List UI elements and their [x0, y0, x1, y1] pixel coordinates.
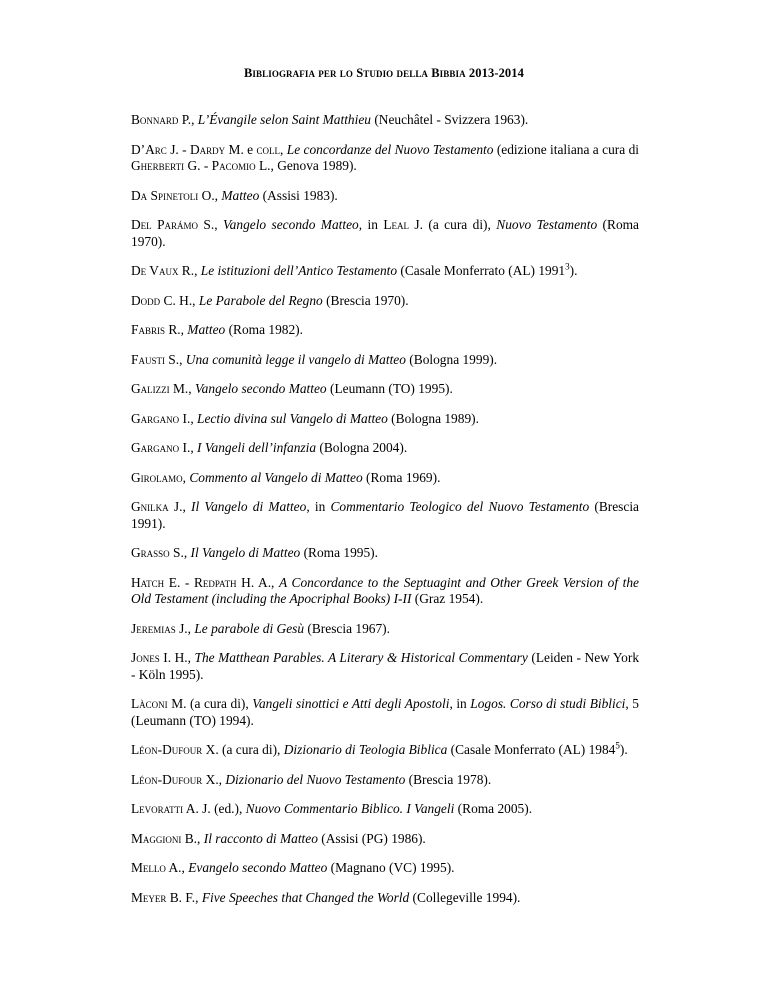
bibliography-entry	[131, 831, 639, 848]
bibliography-entry	[131, 381, 639, 398]
citation-text: (Brescia 1967).	[304, 620, 390, 636]
citation-text: (Bologna 1999).	[405, 351, 498, 367]
citation-text: A.,	[165, 860, 189, 875]
citation-text: I. H.,	[159, 650, 195, 665]
citation-text: (Leiden - New York - Köln 1995).	[131, 650, 640, 682]
work-title: Il Vangelo di Matteo	[191, 499, 307, 514]
work-title: Le Parabole del Regno	[198, 292, 323, 308]
work-title: Le parabole di Gesù	[194, 620, 305, 636]
bibliography-entry	[131, 293, 639, 310]
work-title: Matteo	[221, 187, 260, 203]
citation-text: (Bologna 2004).	[316, 440, 408, 455]
bibliography-entry	[131, 112, 639, 129]
citation-text: (Bologna 1989).	[387, 410, 479, 426]
work-title: Il racconto di Matteo	[203, 830, 318, 846]
bibliography-entry	[131, 322, 639, 339]
work-title: Vangelo secondo Matteo	[194, 381, 327, 396]
bibliography-entry	[131, 188, 639, 205]
author-name: Levoratti	[131, 801, 184, 816]
citation-text: J. -	[166, 141, 190, 157]
author-name: Léon-Dufour	[131, 742, 203, 757]
author-name: Grasso	[131, 545, 170, 560]
citation-text: B. F.,	[166, 889, 202, 905]
work-title: Il Vangelo di Matteo	[190, 545, 301, 560]
citation-text: S.,	[169, 545, 191, 560]
citation-text: , in	[449, 696, 471, 711]
citation-text: (Collegeville 1994).	[409, 889, 521, 905]
author-name: Jones	[131, 650, 160, 665]
citation-text: (Assisi (PG) 1986).	[317, 830, 426, 846]
author-name: Girolamo	[131, 469, 183, 485]
citation-text: (Assisi 1983).	[259, 187, 338, 203]
bibliography-entry	[131, 742, 639, 759]
work-title: Lectio divina sul Vangelo di Matteo	[197, 410, 388, 426]
work-title: The Matthean Parables. A Literary & Historical Commentary	[194, 650, 528, 665]
author-name: Hatch	[131, 574, 165, 590]
work-title: A Concordance to the Septuagint and Other Greek Version of the Old Testament (including the Apocriphal Books) I-II	[131, 574, 640, 606]
author-name: Del Parámo	[131, 217, 199, 232]
citation-text: P.,	[178, 112, 198, 127]
edition-superscript: 5	[615, 740, 620, 751]
bibliography-entry	[131, 621, 639, 638]
citation-text: (Brescia 1978).	[405, 771, 492, 787]
citation-text: ).	[619, 742, 628, 757]
citation-text: (Leumann (TO) 1995).	[326, 381, 453, 396]
bibliography-entry	[131, 470, 639, 487]
citation-text: A. J. (ed.),	[183, 801, 246, 816]
citation-text: J.,	[168, 499, 192, 514]
author-name: Dodd	[131, 292, 161, 308]
author-name: Mello	[131, 860, 166, 875]
bibliography-entry	[131, 545, 639, 562]
citation-text: I.,	[179, 410, 198, 426]
bibliography-entry	[131, 860, 639, 877]
citation-text: R.,	[178, 263, 201, 278]
citation-text: (Roma 1982).	[225, 322, 303, 337]
citation-text: M.,	[169, 381, 195, 396]
work-title: Una comunità legge il vangelo di Matteo	[185, 351, 406, 367]
citation-text: O.,	[198, 187, 222, 203]
author-name: Dardy	[189, 141, 226, 157]
citation-text: (Casale Monferrato (AL) 1991	[397, 263, 566, 278]
work-title: Dizionario di Teologia Biblica	[283, 742, 448, 757]
citation-text: J. (a cura di),	[409, 217, 497, 232]
bibliography-entry	[131, 411, 639, 428]
citation-text: E. -	[164, 574, 194, 590]
document-title: Bibliografia per lo Studio della Bibbia 2013-2014	[244, 66, 524, 80]
bibliography-entry	[131, 575, 639, 608]
citation-text: S.,	[198, 217, 223, 232]
citation-text: (Brescia 1991).	[131, 499, 639, 531]
citation-text: M. (a cura di),	[167, 696, 253, 711]
bibliography-entry	[131, 696, 639, 729]
author-name: Maggioni	[131, 830, 182, 846]
author-name: Gargano	[131, 410, 180, 426]
work-title: Commento al Vangelo di Matteo	[189, 469, 363, 485]
citation-text: L., Genova 1989).	[255, 158, 357, 173]
citation-text: X.,	[202, 771, 226, 787]
citation-text: , in	[358, 217, 384, 232]
citation-text: C. H.,	[160, 292, 199, 308]
work-title: Five Speeches that Changed the World	[201, 889, 410, 905]
citation-text: , in	[306, 499, 331, 514]
work-title: Vangeli sinottici e Atti degli Apostoli	[252, 696, 450, 711]
work-title: Nuovo Testamento	[496, 217, 598, 232]
work-title: Evangelo secondo Matteo	[188, 860, 328, 875]
bibliography-entry	[131, 801, 639, 818]
edition-superscript: 3	[565, 261, 570, 272]
citation-text: I.,	[179, 440, 198, 455]
author-name: Meyer	[131, 889, 167, 905]
bibliography-list	[131, 112, 639, 919]
citation-text: B.,	[181, 830, 204, 846]
citation-text: R.,	[164, 322, 188, 337]
work-title: I Vangeli dell’infanzia	[197, 440, 317, 455]
author-name: Da Spinetoli	[131, 187, 199, 203]
citation-text: (Magnano (VC) 1995).	[327, 860, 455, 875]
citation-text: (Roma 2005).	[454, 801, 533, 816]
bibliography-entry	[131, 352, 639, 369]
work-title: Commentario Teologico del Nuovo Testamento	[330, 499, 590, 514]
citation-text: H. A.,	[236, 574, 279, 590]
author-name: Jeremias	[131, 620, 176, 636]
work-title: L’Évangile selon Saint Matthieu	[197, 112, 371, 127]
citation-text: (Brescia 1970).	[322, 292, 409, 308]
bibliography-entry	[131, 650, 639, 683]
author-name: Pacomio	[211, 158, 256, 173]
bibliography-entry	[131, 772, 639, 789]
citation-text: X. (a cura di),	[202, 742, 284, 757]
citation-text: (Neuchâtel - Svizzera 1963).	[370, 112, 529, 127]
author-name: Léon-Dufour	[131, 771, 203, 787]
author-name: Fabris	[131, 322, 165, 337]
author-name: D’Arc	[131, 141, 167, 157]
citation-text: , 5 (Leumann (TO) 1994).	[131, 696, 639, 728]
work-title: Le istituzioni dell’Antico Testamento	[200, 263, 398, 278]
citation-text: (Roma 1970).	[131, 217, 640, 249]
author-name: Leal	[383, 217, 410, 232]
citation-text: ).	[569, 263, 578, 278]
author-name: Bonnard	[131, 112, 179, 127]
bibliography-entry	[131, 499, 639, 532]
author-name: Gherberti	[131, 158, 185, 173]
author-name: Redpath	[193, 574, 237, 590]
bibliography-entry	[131, 440, 639, 457]
work-title: Le concordanze del Nuovo Testamento	[286, 141, 494, 157]
citation-text: ,	[280, 141, 287, 157]
author-name: De Vaux	[131, 263, 179, 278]
citation-text: G. -	[184, 158, 212, 173]
author-name: Galizzi	[131, 381, 170, 396]
author-name: Gnilka	[131, 499, 169, 514]
citation-text: ,	[182, 469, 190, 485]
bibliography-entry	[131, 217, 639, 250]
author-name: Gargano	[131, 440, 180, 455]
citation-text: (Casale Monferrato (AL) 1984	[447, 742, 616, 757]
citation-text: J.,	[175, 620, 195, 636]
citation-text: (Roma 1969).	[362, 469, 441, 485]
author-name: Làconi	[131, 696, 168, 711]
bibliography-entry	[131, 890, 639, 907]
citation-text: (Roma 1995).	[300, 545, 378, 560]
work-title: Dizionario del Nuovo Testamento	[225, 771, 406, 787]
citation-text: (edizione italiana a cura di	[493, 141, 639, 157]
work-title: Vangelo secondo Matteo	[222, 217, 359, 232]
citation-text: S.,	[164, 351, 186, 367]
bibliography-entry	[131, 142, 639, 175]
citation-text: (Graz 1954).	[411, 591, 484, 606]
work-title: Matteo	[187, 322, 226, 337]
author-name: coll	[256, 141, 281, 157]
work-title: Nuovo Commentario Biblico. I Vangeli	[245, 801, 455, 816]
author-name: Fausti	[131, 351, 165, 367]
bibliography-entry	[131, 263, 639, 280]
work-title: Logos. Corso di studi Biblici	[470, 696, 626, 711]
citation-text: M. e	[225, 141, 257, 157]
